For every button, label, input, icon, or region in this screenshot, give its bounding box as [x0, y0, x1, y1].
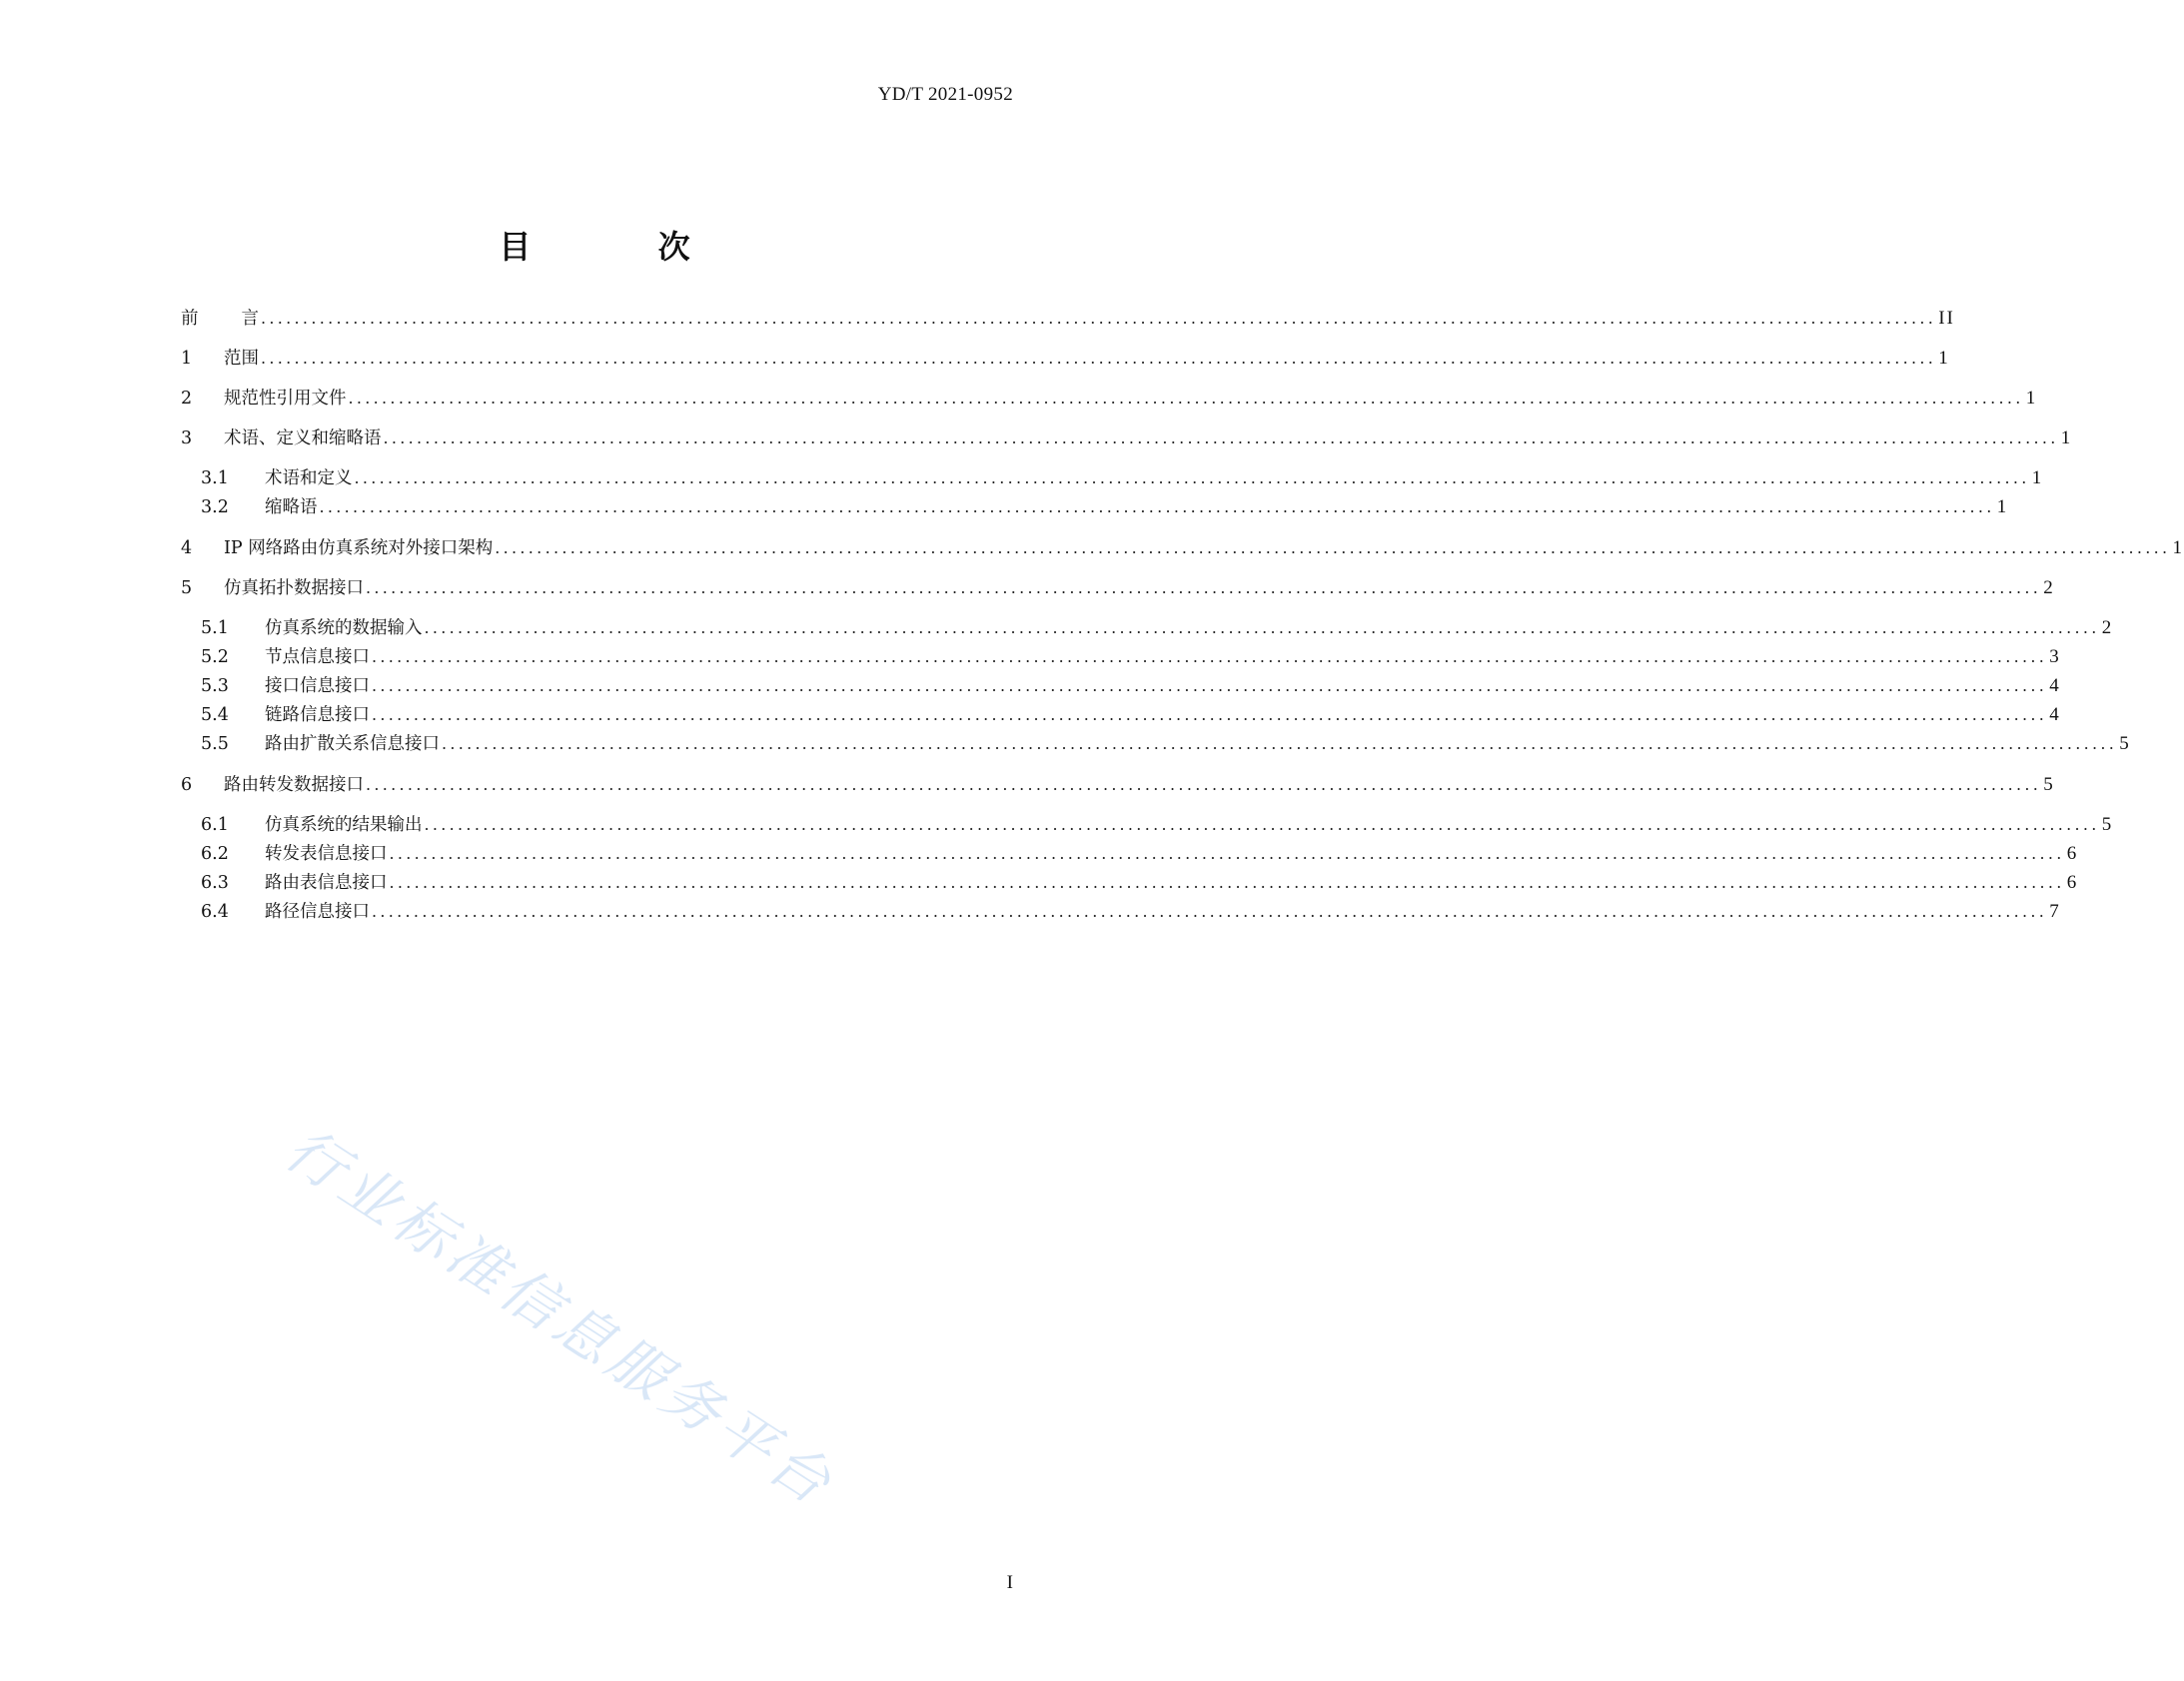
toc-dot-leader: ........................................................................................................................................................................................................: [366, 775, 2042, 794]
toc-dot-leader: ........................................................................................................................................................................................................: [372, 676, 2048, 695]
toc-entry-number: 5: [181, 578, 193, 598]
toc-dot-leader: ........................................................................................................................................................................................................: [495, 538, 2171, 557]
toc-entry-number: 3.2: [201, 497, 229, 517]
toc-entry-number: 1: [181, 349, 193, 369]
toc-entry-title: 仿真系统的数据输入: [265, 618, 423, 638]
toc-entry[interactable]: [201, 702, 2061, 728]
toc-dot-leader: ........................................................................................................................................................................................................: [372, 647, 2048, 666]
toc-dot-leader: ........................................................................................................................................................................................................: [372, 705, 2048, 724]
toc-entry-number: 6: [181, 775, 193, 795]
toc-entry-page: 4: [2049, 675, 2061, 696]
toc-entry[interactable]: [201, 731, 2131, 757]
toc-entry-title: 术语和定义: [265, 468, 353, 488]
toc-entry-number: 5.3: [201, 676, 229, 696]
toc-entry-number: 3.1: [201, 468, 229, 488]
toc-entry-title: 规范性引用文件: [224, 389, 347, 409]
toc-entry-title: 仿真拓扑数据接口: [224, 578, 364, 598]
toc-entry-page: 5: [2101, 814, 2114, 835]
toc-entry-title: 链路信息接口: [265, 705, 370, 725]
toc-dot-leader: ........................................................................................................................................................................................................: [372, 902, 2048, 921]
page-title: 目 次: [499, 228, 748, 266]
toc-entry[interactable]: [181, 386, 2038, 412]
toc-entry-title: 仿真系统的结果输出: [265, 815, 423, 835]
toc-entry-page: 7: [2049, 901, 2061, 922]
toc-entry-title: 路由扩散关系信息接口: [265, 734, 440, 754]
toc-entry-number: 6.4: [201, 902, 229, 922]
toc-entry[interactable]: [181, 535, 2184, 561]
toc-dot-leader: ........................................................................................................................................................................................................: [348, 389, 2024, 408]
toc-entry[interactable]: [201, 615, 2114, 641]
toc-entry-title: 缩略语: [265, 497, 318, 517]
toc-entry-page: 5: [2043, 774, 2055, 795]
toc-entry-title: 转发表信息接口: [265, 844, 388, 864]
toc-entry-number: 2: [181, 389, 193, 409]
toc-dot-leader: ........................................................................................................................................................................................................: [442, 734, 2118, 753]
toc-entry-page: 1: [2031, 467, 2044, 488]
toc-dot-leader: ........................................................................................................................................................................................................: [354, 468, 2030, 487]
toc-entry-number: 3: [181, 428, 193, 448]
toc-entry-page: 1: [1996, 496, 2009, 517]
toc-entry[interactable]: [181, 772, 2055, 798]
toc-dot-leader: ........................................................................................................................................................................................................: [366, 578, 2042, 597]
toc-entry[interactable]: [201, 644, 2061, 670]
toc-entry-page: 1: [2060, 427, 2073, 448]
toc-dot-leader: ........................................................................................................................................................................................................: [261, 309, 1937, 328]
toc-entry-page: 6: [2066, 872, 2079, 893]
toc-entry-number: 5.5: [201, 734, 229, 754]
toc-entry[interactable]: [201, 673, 2061, 699]
toc-dot-leader: ........................................................................................................................................................................................................: [424, 815, 2100, 834]
toc-entry-page: 2: [2101, 617, 2114, 638]
toc-entry-title: 路径信息接口: [265, 902, 370, 922]
toc-entry-title: [181, 306, 259, 332]
toc-dot-leader: ........................................................................................................................................................................................................: [389, 844, 2065, 863]
toc-entry-page: 1: [2025, 388, 2038, 409]
document-code: YD/T 2021-0952: [877, 84, 1013, 105]
toc-entry-number: 6.2: [201, 844, 229, 864]
toc-entry-page: 1: [2172, 537, 2184, 558]
toc-entry-title: 路由转发数据接口: [224, 775, 364, 795]
toc-entry-title: 范围: [224, 349, 259, 369]
toc-entry-page: 3: [2049, 646, 2061, 667]
toc-entry-number: 5.1: [201, 618, 229, 638]
toc-entry-title: 术语、定义和缩略语: [224, 428, 382, 448]
toc-entry-page: 2: [2043, 577, 2055, 598]
toc-entry-page: II: [1938, 308, 1955, 329]
toc-entry-title: 接口信息接口: [265, 676, 370, 696]
toc-entry[interactable]: [181, 306, 1955, 332]
toc-entry[interactable]: [181, 575, 2055, 601]
toc-preface-char: 前: [181, 309, 199, 329]
toc-entry-page: 1: [1938, 348, 1950, 369]
toc-entry-page: 4: [2049, 704, 2061, 725]
toc-entry[interactable]: [201, 841, 2079, 867]
toc-entry-number: 6.3: [201, 873, 229, 893]
watermark: 行业标准信息服务平台: [273, 1114, 847, 1520]
toc-entry-page: 5: [2119, 733, 2131, 754]
toc-entry-page: 6: [2066, 843, 2079, 864]
toc-preface-char: 言: [241, 309, 259, 329]
toc-entry-title: 路由表信息接口: [265, 873, 388, 893]
toc-dot-leader: ........................................................................................................................................................................................................: [389, 873, 2065, 892]
toc-dot-leader: ........................................................................................................................................................................................................: [424, 618, 2100, 637]
toc-entry[interactable]: [201, 465, 2044, 491]
toc-entry[interactable]: [181, 346, 1950, 372]
toc-entry-title: 节点信息接口: [265, 647, 370, 667]
toc-entry-number: 5.4: [201, 705, 229, 725]
toc-entry[interactable]: [201, 899, 2061, 925]
toc-dot-leader: ........................................................................................................................................................................................................: [319, 497, 1995, 516]
toc-entry[interactable]: [201, 870, 2079, 896]
toc-entry-title: IP 网络路由仿真系统对外接口架构: [224, 538, 494, 558]
toc-dot-leader: ........................................................................................................................................................................................................: [383, 428, 2059, 447]
toc-entry-number: 6.1: [201, 815, 229, 835]
toc-entry-number: 4: [181, 538, 193, 558]
toc-entry-number: 5.2: [201, 647, 229, 667]
page-number: I: [1006, 1572, 1013, 1593]
toc-entry[interactable]: [181, 425, 2073, 451]
toc-entry[interactable]: [201, 494, 2009, 520]
toc-dot-leader: ........................................................................................................................................................................................................: [261, 349, 1937, 368]
toc-entry[interactable]: [201, 812, 2114, 838]
